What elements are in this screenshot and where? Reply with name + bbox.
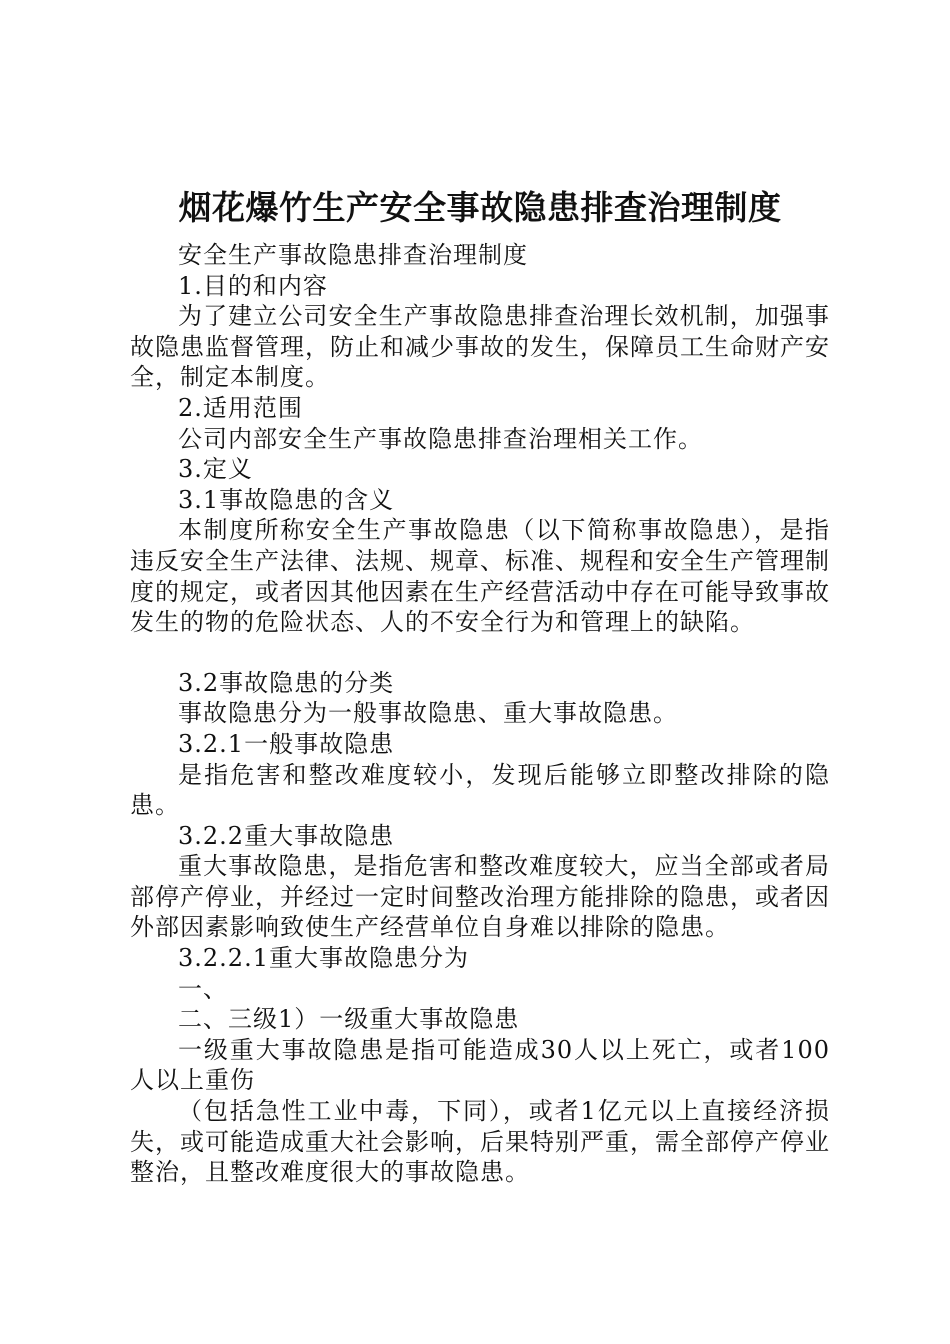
- subsection-heading-classification: 3.2事故隐患的分类: [178, 668, 395, 697]
- list-item-two-three: 二、三级1）一级重大事故隐患: [178, 1005, 520, 1034]
- subsection-heading-major-levels: 3.2.2.1重大事故隐患分为: [178, 944, 469, 973]
- paragraph-purpose: 为了建立公司安全生产事故隐患排查治理长效机制，加强事故隐患监督管理，防止和减少事故的发生，保障员工生命财产安全，制定本制度。: [130, 302, 830, 392]
- paragraph-subtitle: 安全生产事故隐患排查治理制度: [178, 241, 528, 269]
- paragraph-level-one: 一级重大事故隐患是指可能造成30人以上死亡，或者100人以上重伤: [130, 1035, 830, 1095]
- paragraph-meaning: 本制度所称安全生产事故隐患（以下简称事故隐患），是指违反安全生产法律、法规、规章、标准、规程和安全生产管理制度的规定，或者因其他因素在生产经营活动中存在可能导致事故发生的物的危险状态、人的不安全行为和管理上的缺陷。: [130, 516, 830, 637]
- paragraph-level-one-continued: （包括急性工业中毒，下同），或者1亿元以上直接经济损失，或可能造成重大社会影响，后果特别严重，需全部停产停业整治，且整改难度很大的事故隐患。: [130, 1097, 830, 1187]
- section-heading-definition: 3.定义: [178, 455, 253, 484]
- paragraph-classification: 事故隐患分为一般事故隐患、重大事故隐患。: [178, 699, 678, 728]
- document-title: 烟花爆竹生产安全事故隐患排查治理制度: [178, 188, 782, 227]
- subsection-heading-general: 3.2.1一般事故隐患: [178, 729, 395, 758]
- paragraph-scope: 公司内部安全生产事故隐患排查治理相关工作。: [178, 424, 703, 453]
- paragraph-major: 重大事故隐患，是指危害和整改难度较大，应当全部或者局部停产停业，并经过一定时间整改治理方能排除的隐患，或者因外部因素影响致使生产经营单位自身难以排除的隐患。: [130, 852, 830, 942]
- document-page: [130, 182, 830, 1188]
- section-heading-purpose: 1.目的和内容: [178, 271, 328, 300]
- section-heading-scope: 2.适用范围: [178, 393, 303, 422]
- subsection-heading-meaning: 3.1事故隐患的含义: [178, 485, 395, 514]
- subsection-heading-major: 3.2.2重大事故隐患: [178, 821, 395, 850]
- paragraph-general: 是指危害和整改难度较小，发现后能够立即整改排除的隐患。: [130, 760, 830, 820]
- paragraph-gap: [130, 638, 830, 668]
- list-item-one: 一、: [178, 974, 228, 1003]
